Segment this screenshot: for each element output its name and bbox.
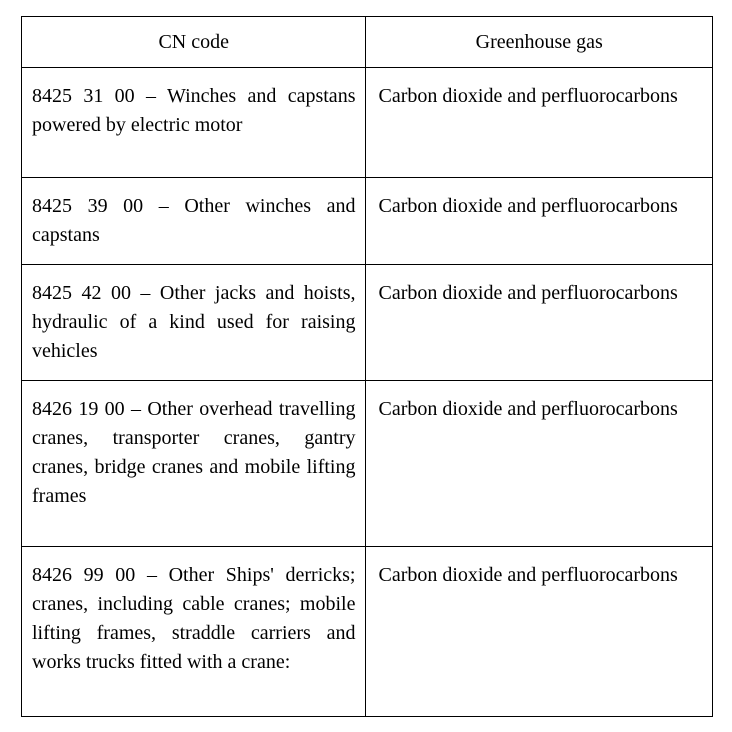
cn-code-cell: 8425 39 00 – Other winches and capstans [22, 178, 366, 265]
cn-code-cell: 8425 42 00 – Other jacks and hoists, hydraulic of a kind used for raising vehicles [22, 265, 366, 381]
header-greenhouse-gas: Greenhouse gas [366, 17, 713, 68]
table-header-row [22, 17, 713, 68]
cn-code-table [21, 16, 713, 717]
greenhouse-gas-cell: Carbon dioxide and perfluorocarbons [366, 547, 713, 717]
header-cn-code: CN code [22, 17, 366, 68]
greenhouse-gas-cell: Carbon dioxide and perfluorocarbons [366, 178, 713, 265]
cn-code-cell: 8426 99 00 – Other Ships' derricks; cranes, including cable cranes; mobile lifting frames, straddle carriers and works trucks fitted with a crane: [22, 547, 366, 717]
cn-code-cell: 8425 31 00 – Winches and capstans powered by electric motor [22, 68, 366, 178]
table-row [22, 381, 713, 547]
table-row [22, 547, 713, 717]
cn-code-cell: 8426 19 00 – Other overhead travelling cranes, transporter cranes, gantry cranes, bridge cranes and mobile lifting frames [22, 381, 366, 547]
greenhouse-gas-cell: Carbon dioxide and perfluorocarbons [366, 381, 713, 547]
table-row [22, 178, 713, 265]
greenhouse-gas-cell: Carbon dioxide and perfluorocarbons [366, 265, 713, 381]
table-row [22, 68, 713, 178]
greenhouse-gas-cell: Carbon dioxide and perfluorocarbons [366, 68, 713, 178]
table-row [22, 265, 713, 381]
